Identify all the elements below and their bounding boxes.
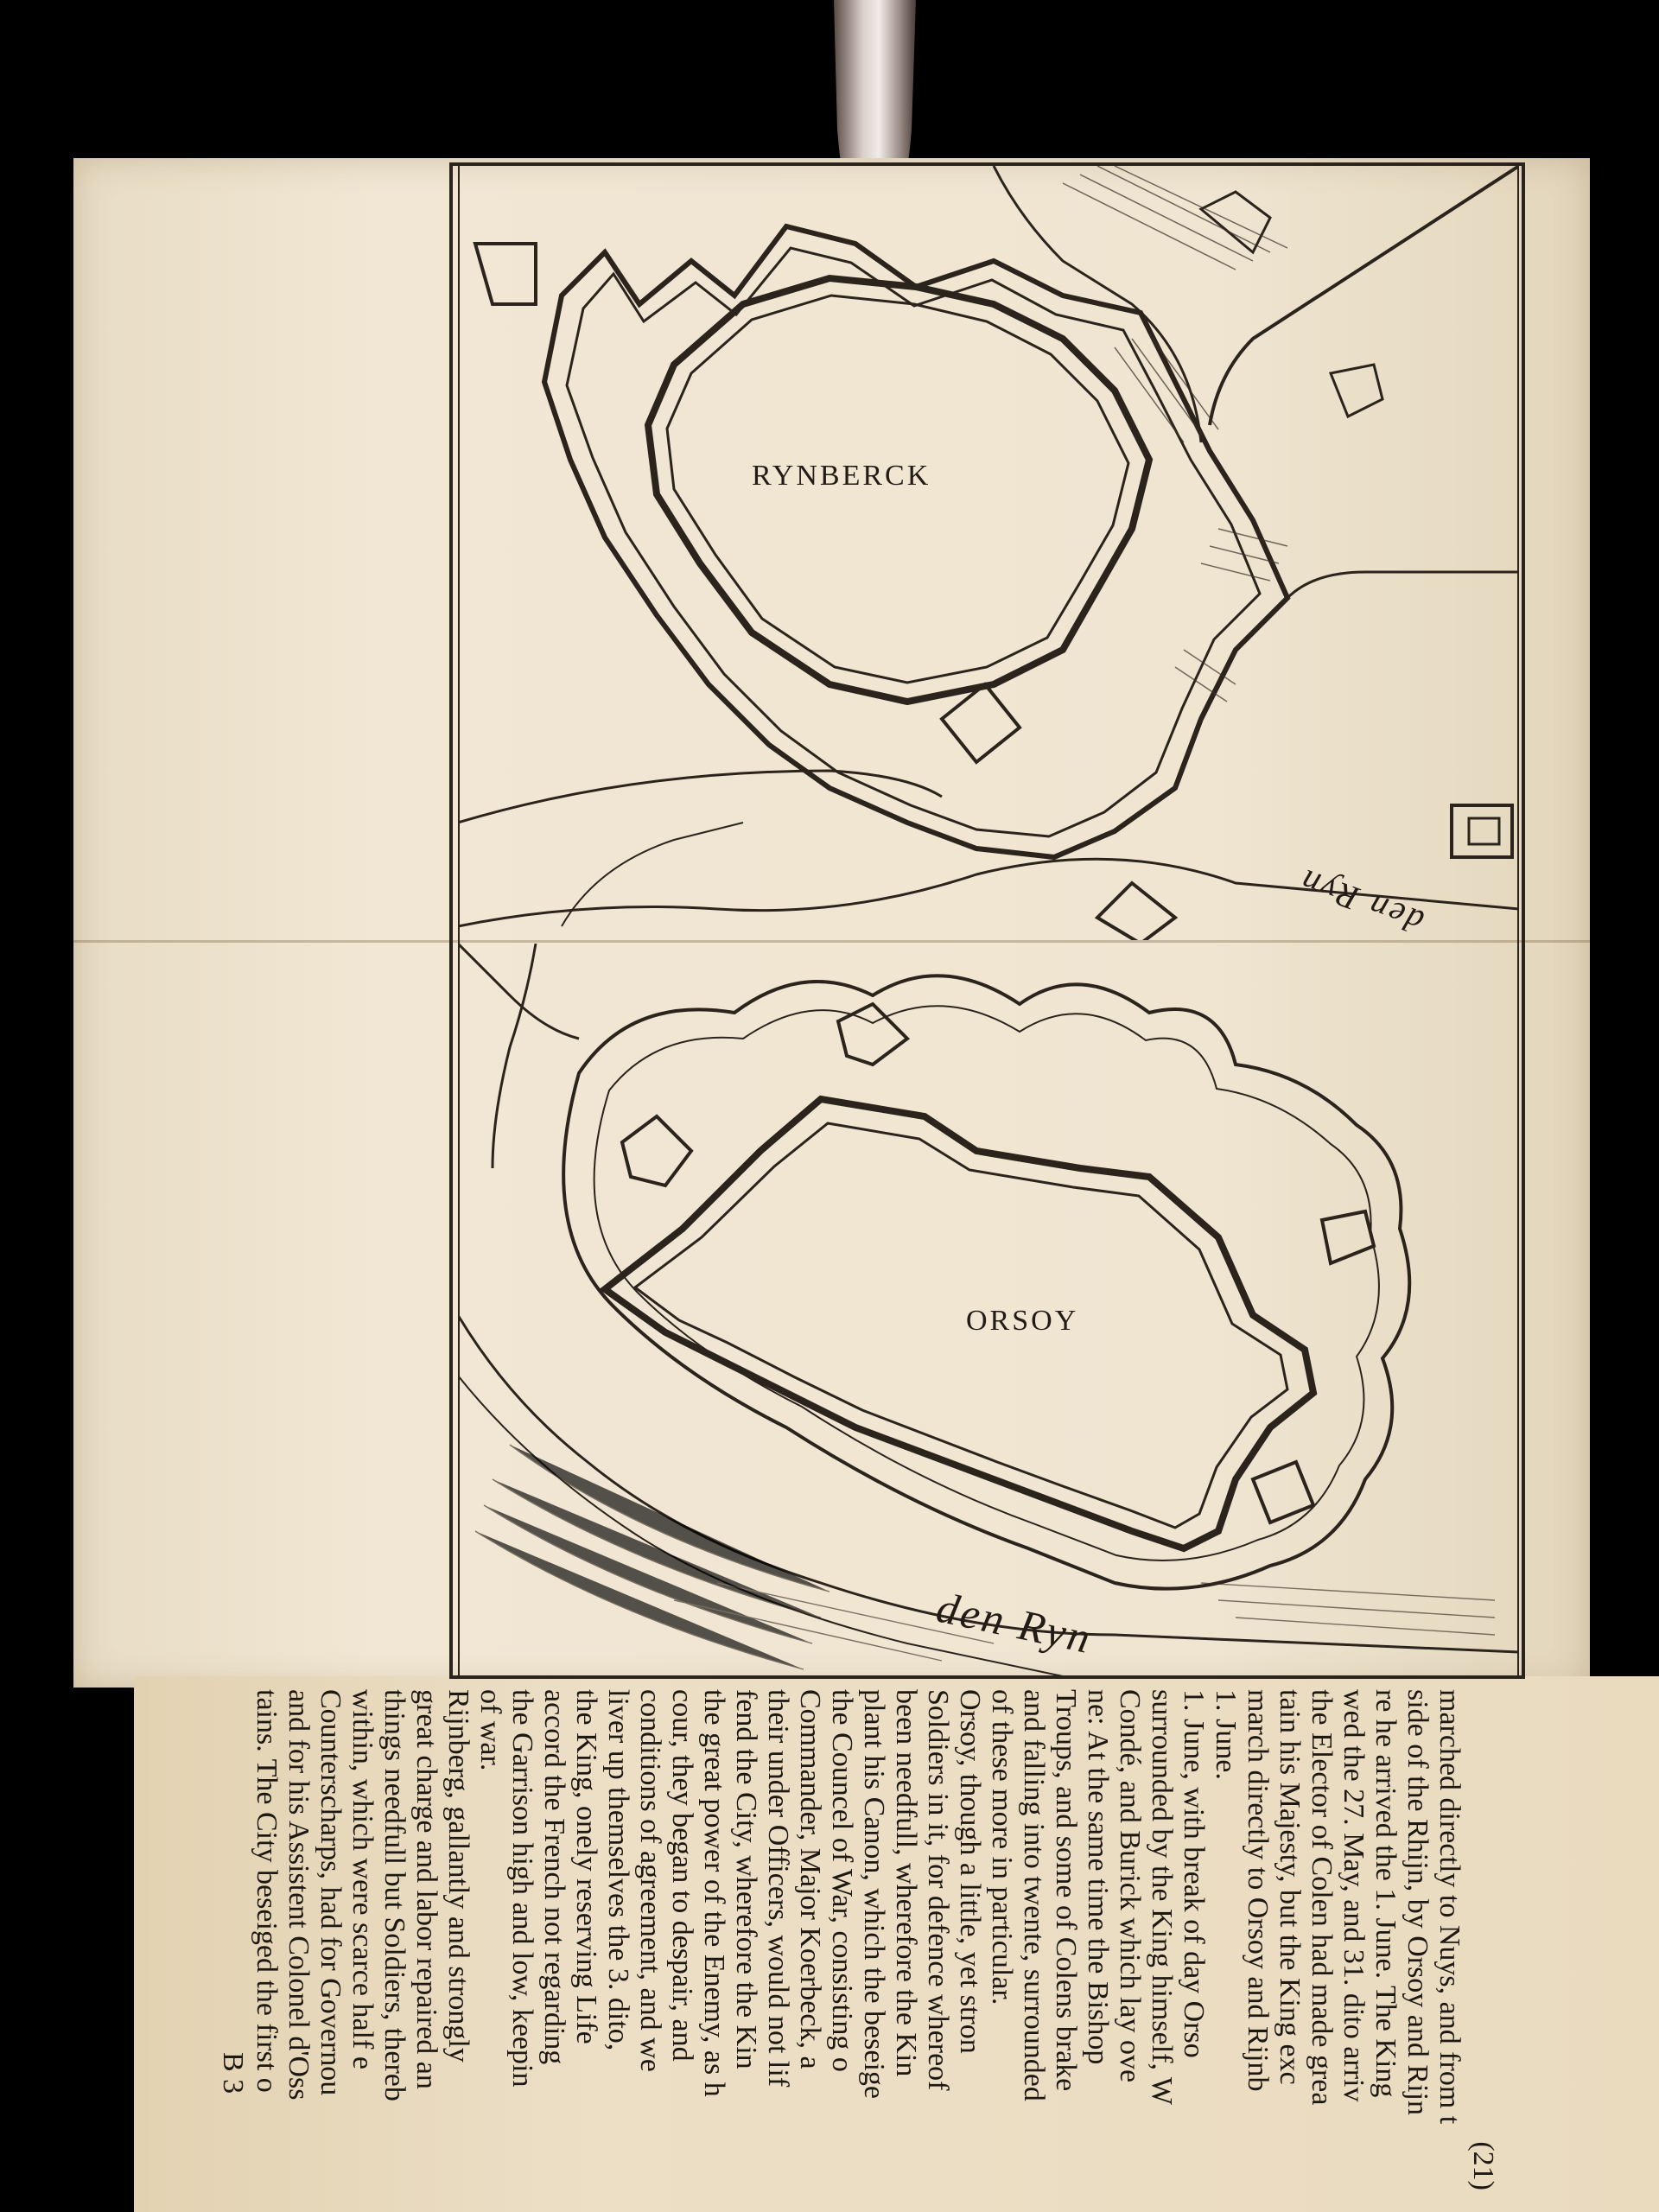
rynberck-label: RYNBERCK — [752, 460, 931, 492]
text-line: of these more in particular. — [986, 1689, 1018, 2005]
text-line: march directly to Orsoy and Rijnb — [1242, 1689, 1274, 2092]
text-line: side of the Rhijn, by Orsoy and Rijn — [1402, 1689, 1433, 2115]
text-line: the Councel of War, consisting o — [826, 1689, 858, 2072]
text-lines — [251, 1689, 1465, 2199]
text-line: things needfull but Soldiers, thereb — [378, 1689, 410, 2101]
text-line: wed the 27. May, and 31. dito arriv — [1338, 1689, 1370, 2102]
rhine-label-bottom: den Ryn — [932, 1582, 1097, 1663]
text-line: fend the City, wherefore the Kin — [730, 1689, 762, 2069]
printed-text-block — [217, 1689, 1499, 2199]
page-number: (21) — [1467, 2141, 1499, 2190]
text-line: liver up themselves the 3. dito, — [602, 1689, 634, 2051]
rynberck-map — [458, 166, 1519, 940]
text-line: ne: At the same time the Bishop — [1082, 1689, 1114, 2065]
text-line: Troups, and some of Colens brake — [1050, 1689, 1082, 2092]
text-line: their under Officers, would not lif — [762, 1689, 794, 2088]
text-line: Orsoy, though a little, yet stron — [954, 1689, 986, 2054]
text-line: within, which were scarce half e — [346, 1689, 378, 2069]
text-line: marched directly to Nuys, and from t — [1433, 1689, 1465, 2125]
text-line: re he arrived the 1. June. The King — [1370, 1689, 1402, 2098]
text-line: tains. The City beseiged the first o — [251, 1689, 283, 2093]
rhine-label-top: den Ryn — [1293, 861, 1429, 943]
text-line: conditions of agreement, and we — [634, 1689, 666, 2072]
text-line: Condé, and Burick which lay ove — [1114, 1689, 1146, 2083]
text-line: 1. June. — [1210, 1689, 1242, 1780]
text-line: and falling into twente, surrounded — [1018, 1689, 1050, 2101]
text-line: the Elector of Colen had made grea — [1306, 1689, 1338, 2106]
text-line: plant his Canon, which the beseige — [858, 1689, 890, 2100]
text-line: and for his Assistent Colonel d'Oss — [283, 1689, 315, 2101]
text-line: Rijnberg, gallantly and strongly — [442, 1689, 474, 2063]
text-line: 1. June, with break of day Orso — [1178, 1689, 1210, 2058]
text-line: Commander, Major Koerbeck, a — [794, 1689, 826, 2069]
text-line: the great power of the Enemy, as h — [698, 1689, 730, 2097]
text-line: great charge and labor repaired an — [410, 1689, 442, 2089]
text-line: the King, onely reserving Life — [570, 1689, 602, 2044]
text-line: been needfull, wherefore the Kin — [890, 1689, 922, 2077]
text-line: of war. — [474, 1689, 506, 1771]
text-line: Soldiers in it, for defence whereof — [922, 1689, 954, 2091]
text-line: the Garrison high and low, keepin — [506, 1689, 538, 2088]
text-line: cour, they began to despair, and — [666, 1689, 698, 2062]
signature-mark: B 3 — [217, 2052, 249, 2094]
text-line: surrounded by the King himself, W — [1146, 1689, 1178, 2105]
text-line: tain his Majesty, but the King exc — [1274, 1689, 1306, 2085]
orsoy-label: ORSOY — [966, 1305, 1079, 1337]
text-line: Counterscharps, had for Governou — [315, 1689, 346, 2096]
text-line: accord the French not regarding — [538, 1689, 570, 2065]
